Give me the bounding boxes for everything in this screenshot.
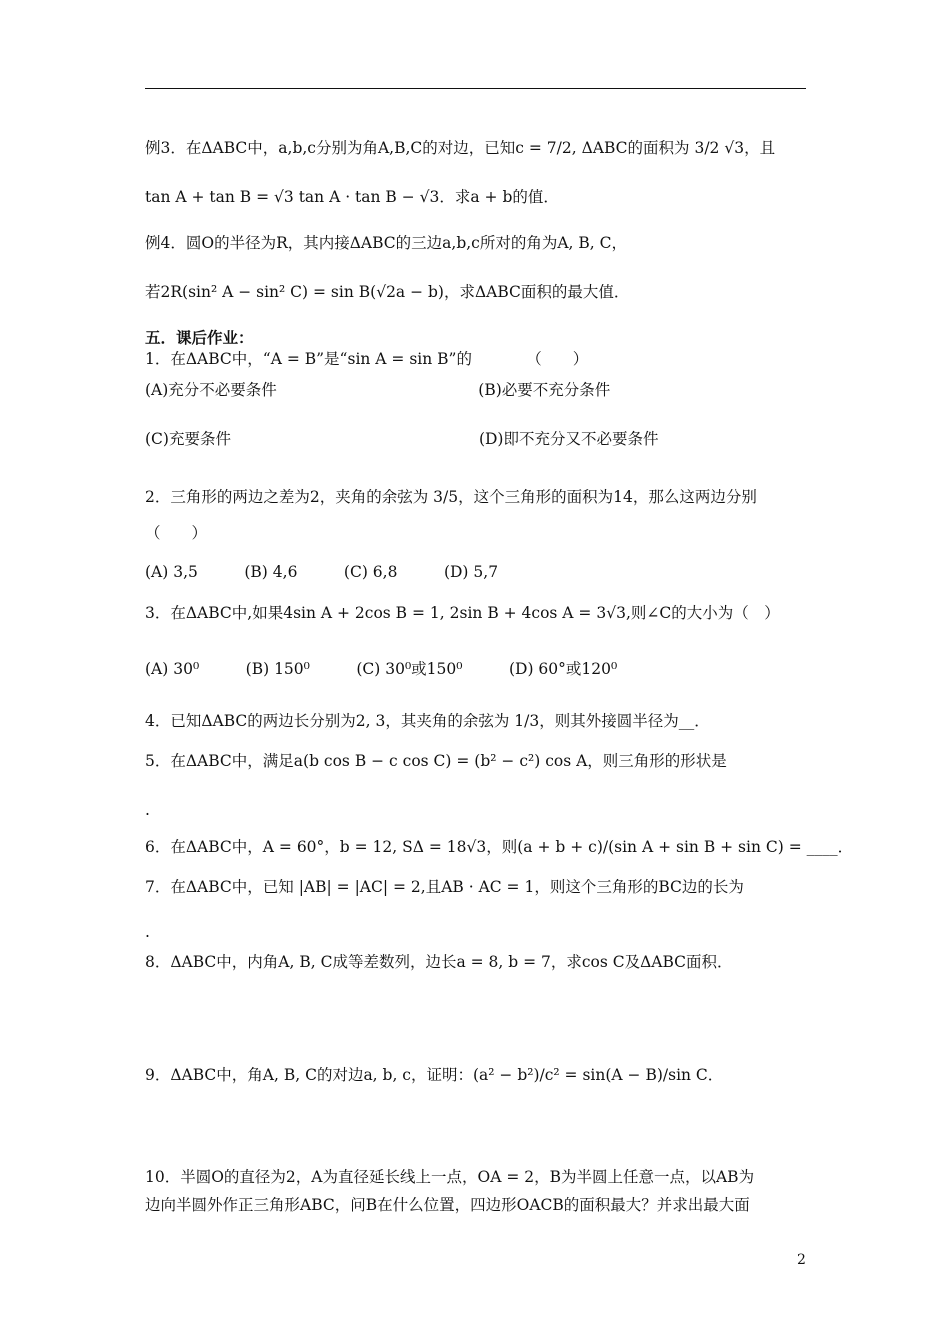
question-3-options: (A) 30⁰ (B) 150⁰ (C) 30⁰或150⁰ (D) 60°或120⁰	[145, 660, 618, 678]
example-4-line-2: 若2R(sin² A − sin² C) = sin B(√2a − b)，求ΔABC面积的最大值．	[145, 283, 630, 301]
section-title: 五．课后作业：	[145, 328, 254, 347]
page-number: 2	[797, 1252, 806, 1268]
question-6: 6．在ΔABC中，A = 60°，b = 12, SΔ = 18√3，则(a + b + c)/(sin A + sin B + sin C) = ____．	[145, 838, 854, 856]
question-9: 9．ΔABC中，角A, B, C的对边a, b, c，证明：(a² − b²)/c² = sin(A − B)/sin C．	[145, 1066, 724, 1084]
question-2-bracket: （ ）	[145, 524, 208, 542]
question-1-options-cd: (C)充要条件 (D)即不充分又不必要条件	[145, 430, 659, 448]
question-5-end: .	[145, 801, 150, 819]
question-2: 2．三角形的两边之差为2，夹角的余弦为 3/5，这个三角形的面积为14，那么这两边分别	[145, 488, 757, 506]
question-4: 4．已知ΔABC的两边长分别为2, 3，其夹角的余弦为 1/3，则其外接圆半径为__．	[145, 712, 710, 730]
example-3-line-1: 例3．在ΔABC中，a,b,c分别为角A,B,C的对边，已知c = 7/2, ΔABC的面积为 3/2 √3，且	[145, 139, 776, 157]
question-1-options-ab: (A)充分不必要条件 (B)必要不充分条件	[145, 381, 611, 399]
question-1: 1．在ΔABC中，“A = B”是“sin A = sin B”的 （ ）	[145, 350, 589, 368]
example-3-line-2: tan A + tan B = √3 tan A · tan B − √3．求a + b的值．	[145, 188, 559, 206]
question-10-line-1: 10．半圆O的直径为2，A为直径延长线上一点，OA = 2，B为半圆上任意一点，以AB为	[145, 1168, 755, 1186]
question-5: 5．在ΔABC中，满足a(b cos B − c cos C) = (b² − c²) cos A，则三角形的形状是	[145, 752, 727, 770]
header-rule	[145, 88, 806, 89]
question-2-options: (A) 3,5 (B) 4,6 (C) 6,8 (D) 5,7	[145, 563, 499, 581]
question-8: 8．ΔABC中，内角A, B, C成等差数列，边长a = 8, b = 7，求cos C及ΔABC面积．	[145, 953, 733, 971]
question-10-line-2: 边向半圆外作正三角形ABC，问B在什么位置，四边形OACB的面积最大？并求出最大面	[145, 1196, 750, 1214]
question-3: 3．在ΔABC中,如果4sin A + 2cos B = 1, 2sin B + 4cos A = 3√3,则∠C的大小为（ ）	[145, 604, 780, 622]
example-4-line-1: 例4．圆O的半径为R，其内接ΔABC的三边a,b,c所对的角为A, B, C，	[145, 234, 628, 252]
question-7: 7．在ΔABC中，已知 |AB| = |AC| = 2,且AB · AC = 1，则这个三角形的BC边的长为	[145, 878, 744, 896]
question-7-end: .	[145, 923, 150, 941]
